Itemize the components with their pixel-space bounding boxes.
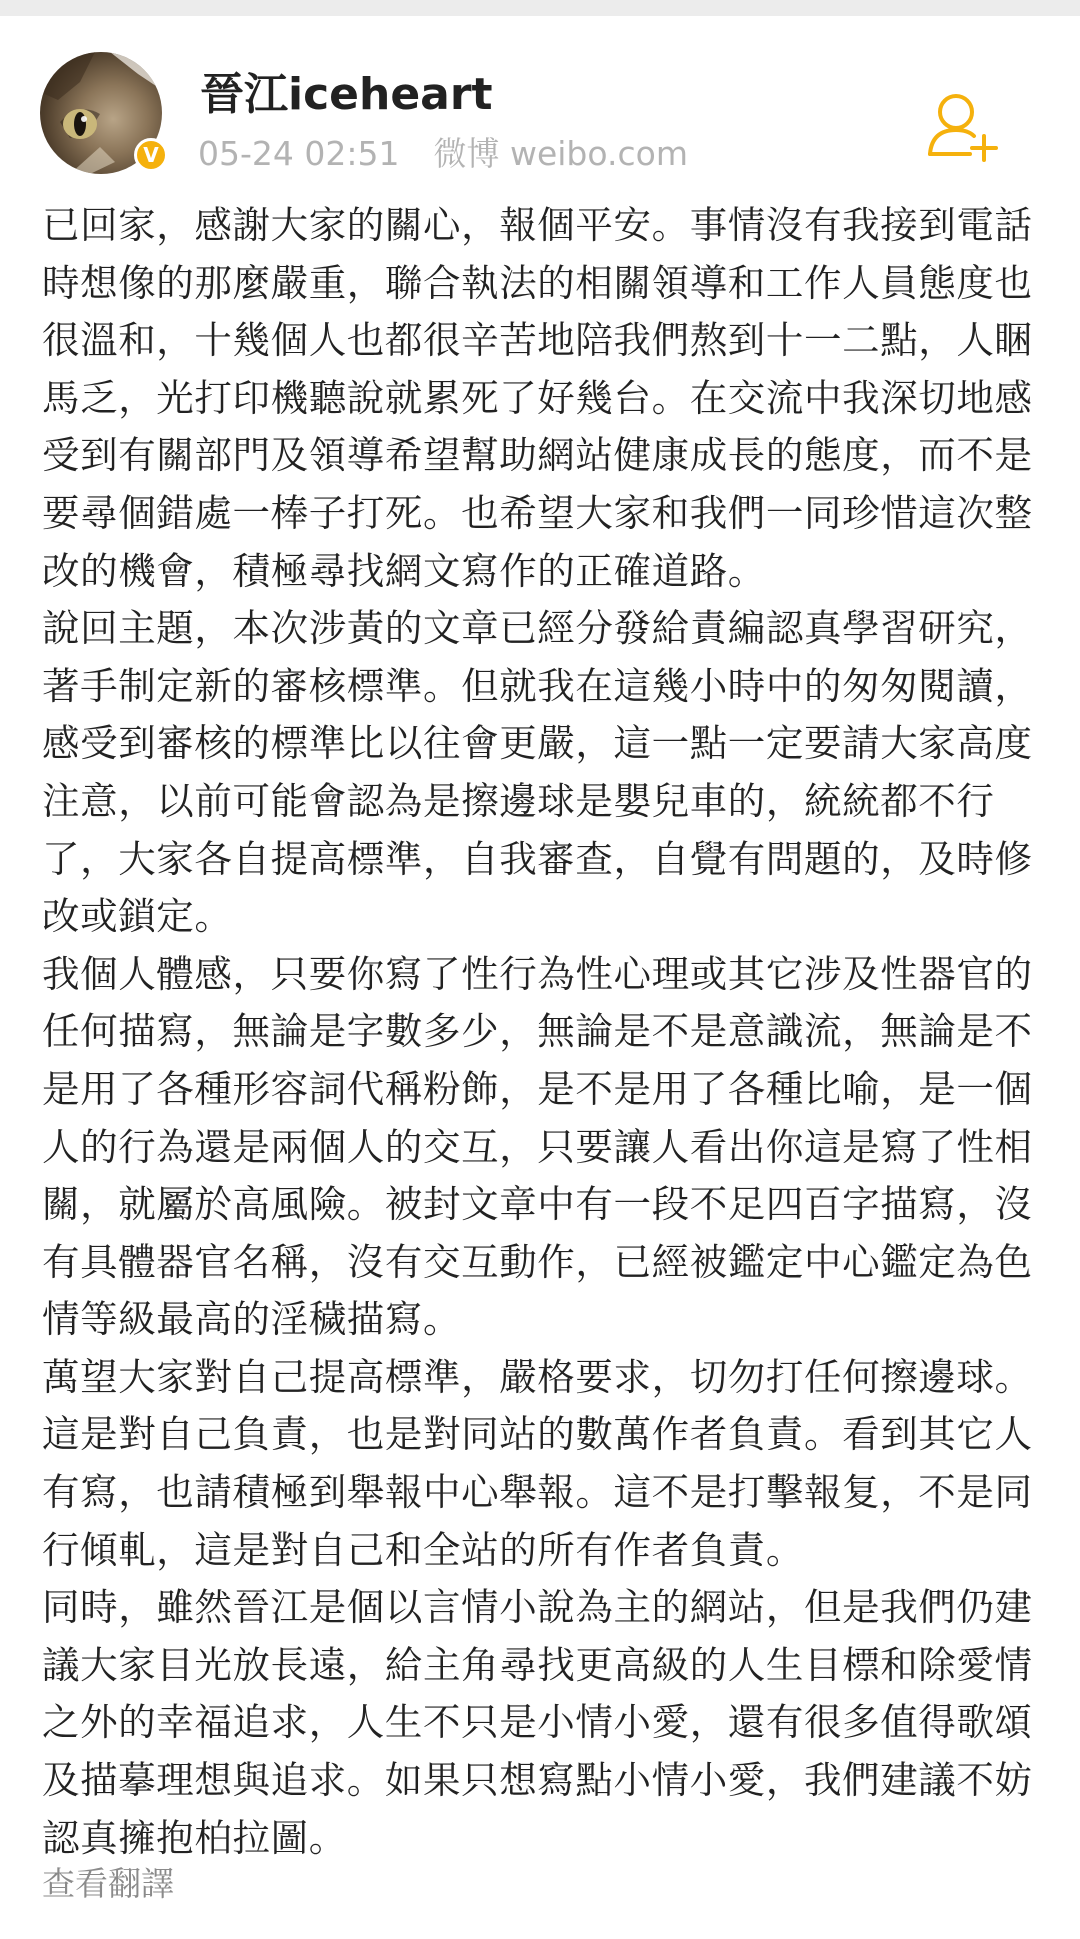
- post-source: 微博 weibo.com: [433, 134, 688, 173]
- post-meta: [198, 128, 688, 175]
- post-paragraph: 我個人體感，只要你寫了性行為性心理或其它涉及性器官的任何描寫，無論是字數多少，無論是不是意識流，無論是不是用了各種形容詞代稱粉飾，是不是用了各種比喻，是一個人的行為還是兩個人的交互，只要讓人看出你這是寫了性相關，就屬於高風險。被封文章中有一段不足四百字描寫，沒有具體器官名稱，沒有交互動作，已經被鑑定中心鑑定為色情等級最高的淫穢描寫。: [42, 951, 1033, 1342]
- post-paragraph: 已回家，感謝大家的關心，報個平安。事情沒有我接到電話時想像的那麼嚴重，聯合執法的相關領導和工作人員態度也很溫和，十幾個人也都很辛苦地陪我們熬到十一二點，人睏馬乏，光打印機聽說就累死了好幾台。在交流中我深切地感受到有關部門及領導希望幫助網站健康成長的態度，而不是要尋個錯處一棒子打死。也希望大家和我們一同珍惜這次整改的機會，積極尋找網文寫作的正確道路。: [42, 203, 1033, 593]
- follow-button[interactable]: [926, 88, 1004, 166]
- add-user-icon: [926, 88, 1004, 166]
- avatar[interactable]: [40, 52, 162, 174]
- verified-v-icon: V: [134, 138, 168, 172]
- author-name[interactable]: 晉江iceheart: [200, 69, 493, 120]
- post-paragraph: 萬望大家對自己提高標準，嚴格要求，切勿打任何擦邊球。這是對自己負責，也是對同站的數萬作者負責。看到其它人有寫，也請積極到舉報中心舉報。這不是打擊報复，不是同行傾軋，這是對自己和全站的所有作者負責。: [42, 1354, 1033, 1572]
- post-time: 05-24 02:51: [198, 134, 400, 173]
- view-translation-link[interactable]: 查看翻譯: [42, 1864, 174, 1903]
- post-paragraph: 同時，雖然晉江是個以言情小說為主的網站，但是我們仍建議大家目光放長遠，給主角尋找更高級的人生目標和除愛情之外的幸福追求，人生不只是小情小愛，還有很多值得歌頌及描摹理想與追求。如果只想寫點小情小愛，我們建議不妨認真擁抱柏拉圖。: [42, 1585, 1033, 1860]
- post-body: [42, 197, 1052, 1867]
- status-bar-strip: [0, 0, 1080, 16]
- post-paragraph: 說回主題，本次涉黃的文章已經分發給責編認真學習研究，著手制定新的審核標準。但就我在這幾小時中的匆匆閱讀，感受到審核的標準比以往會更嚴，這一點一定要請大家高度注意，以前可能會認為是擦邊球是嬰兒車的，統統都不行了，大家各自提高標準，自我審查，自覺有問題的，及時修改或鎖定。: [42, 606, 1033, 939]
- post-header: [0, 16, 1080, 186]
